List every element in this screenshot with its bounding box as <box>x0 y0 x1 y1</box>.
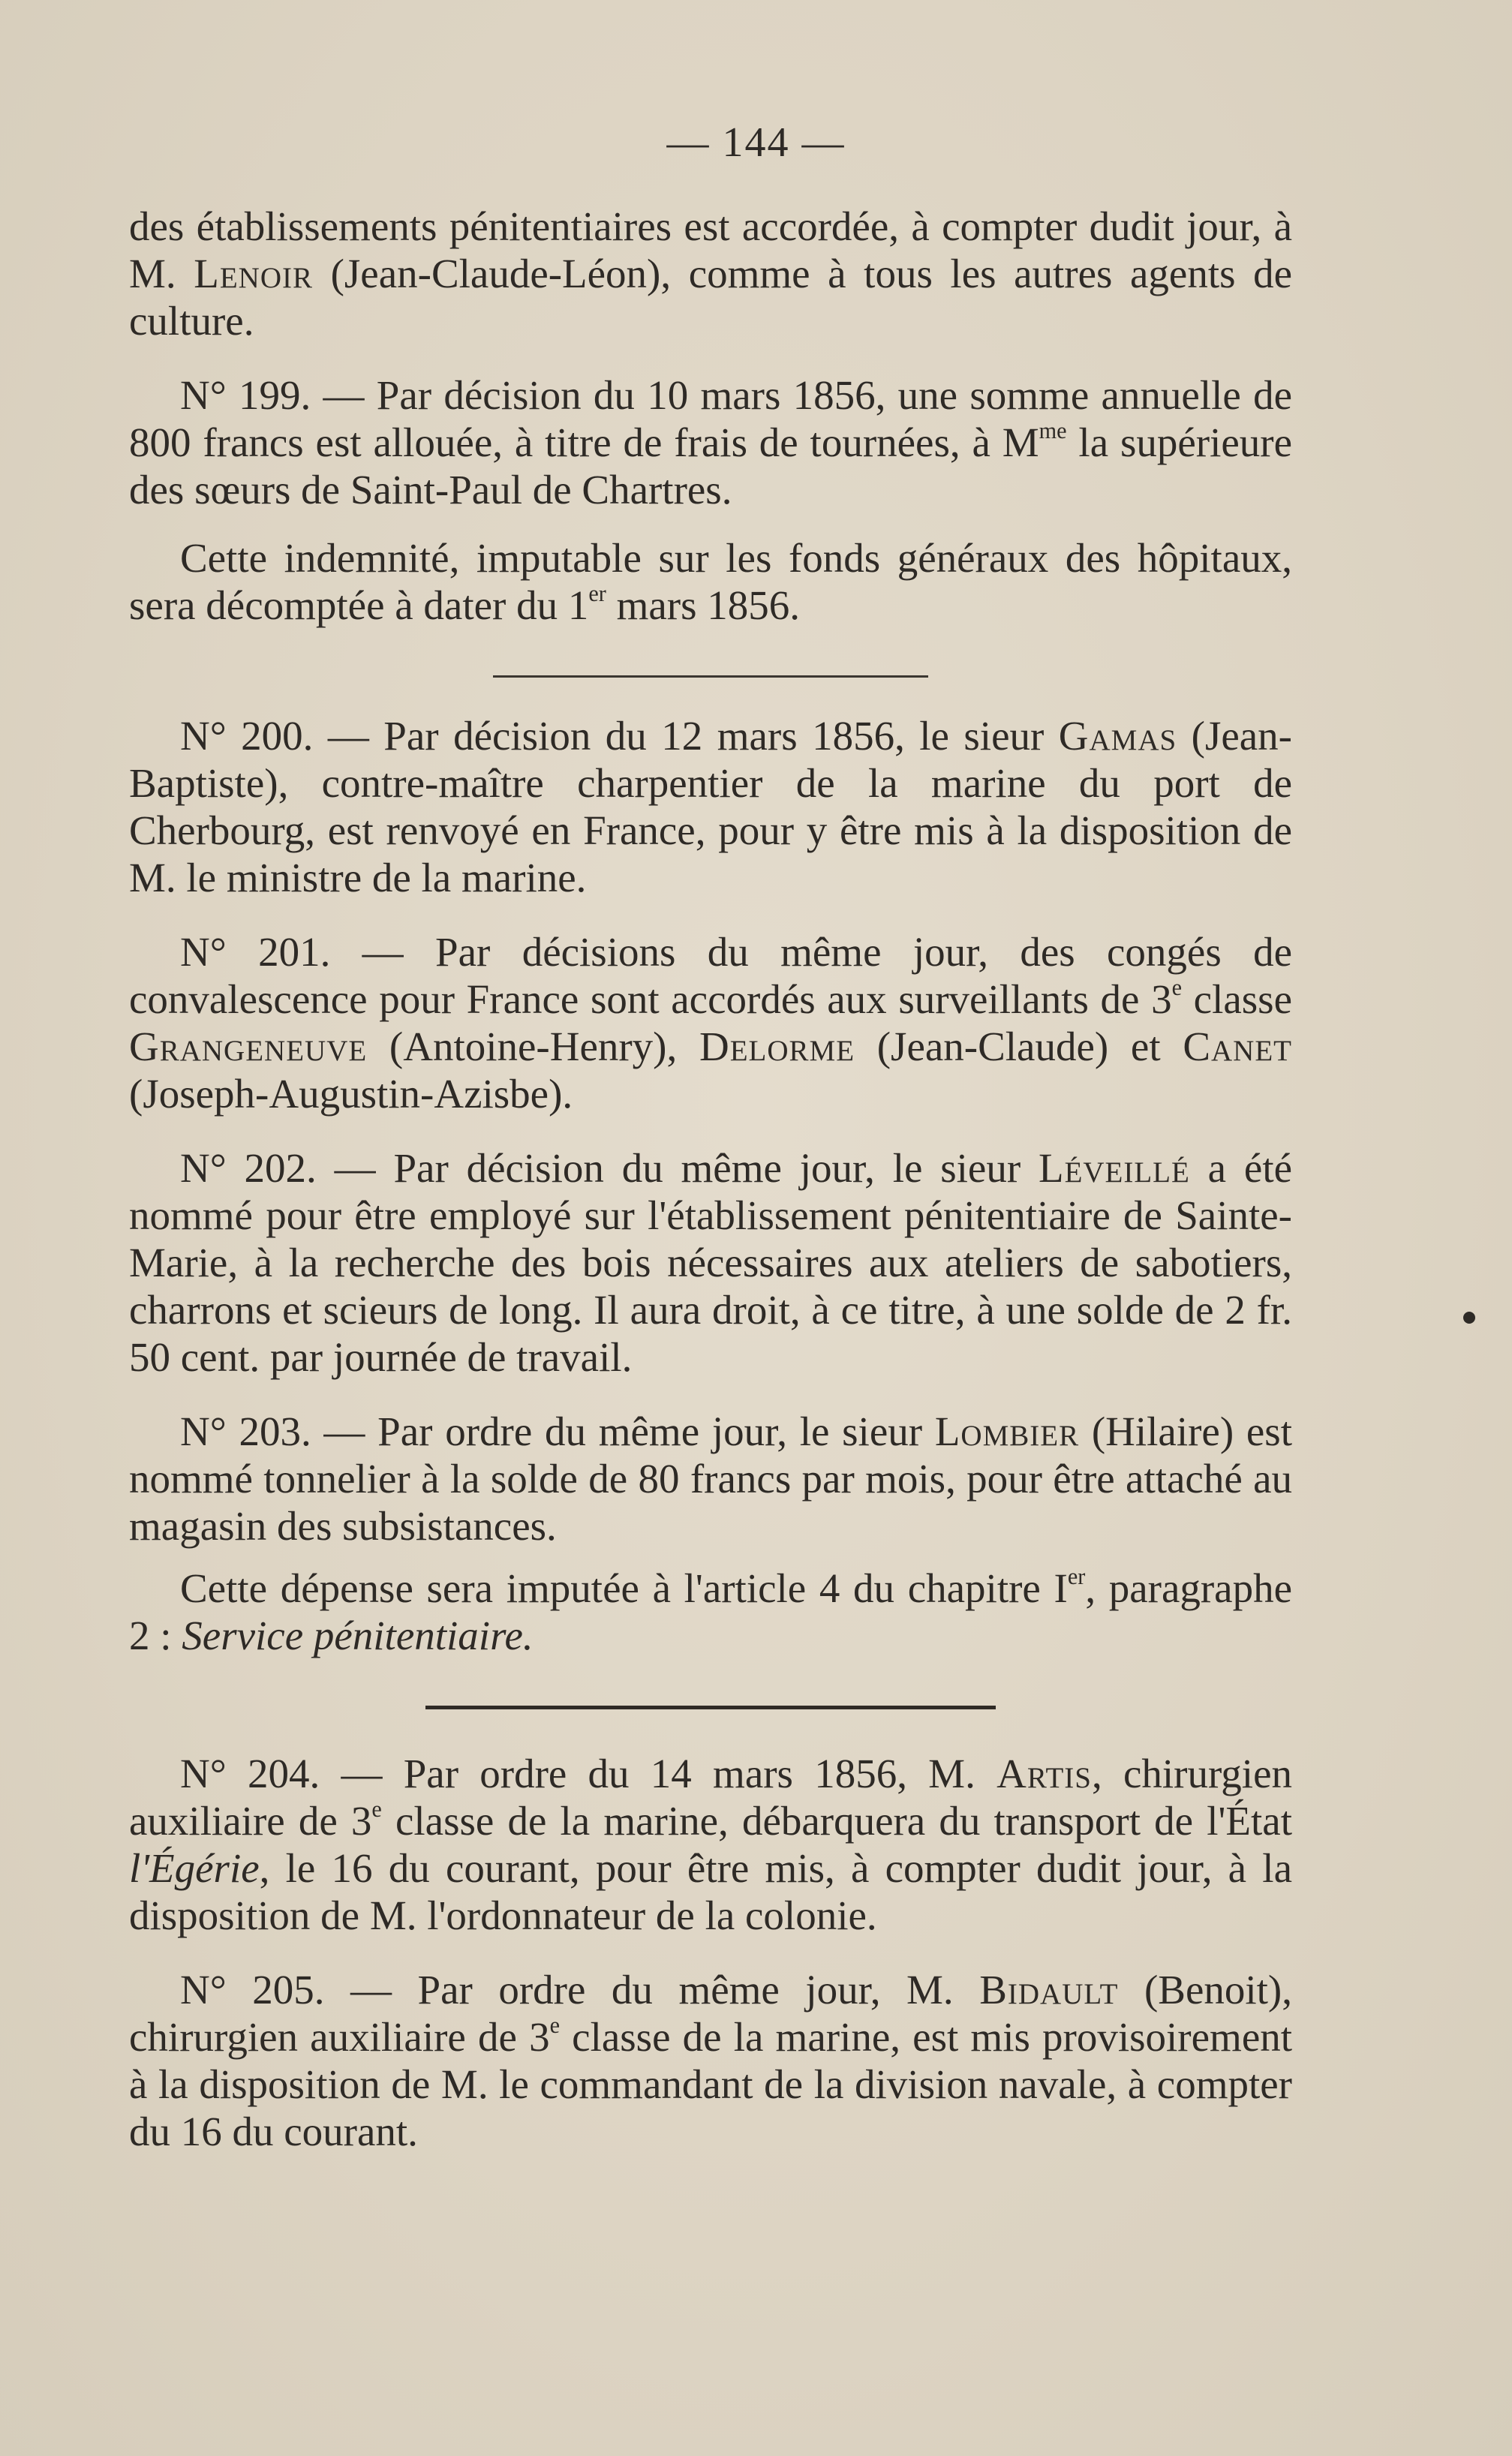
text-run: (Jean-Claude-Léon), comme à tous les autres agents de culture. <box>129 251 1293 344</box>
person-name: Delorme <box>699 1024 855 1069</box>
person-name: Grangeneuve <box>129 1024 368 1069</box>
text-run: , chirurgien auxiliaire de 3 <box>129 1751 1293 1844</box>
italic-text: Service pénitentiaire. <box>182 1613 534 1658</box>
text-run: N° 199. — Par décision du 10 mars 1856, une somme annuelle de 800 francs est allouée, à titre de frais de tournées, à M <box>129 372 1292 465</box>
text-run: classe de la marine, est mis provisoirement à la disposition de M. le commandant de la division navale, à compter du 16 du courant. <box>129 2014 1293 2154</box>
entry-201 <box>129 928 1292 1117</box>
text-run: la supérieure des sœurs de Saint-Paul de Chartres. <box>129 419 1292 513</box>
text-run: N° 205. — Par ordre du même jour, M. <box>180 1967 980 2013</box>
entry-203 <box>129 1408 1292 1550</box>
text-run: classe de la marine, débarquera du transport de l'État <box>381 1798 1292 1844</box>
text-run: , le 16 du courant, pour être mis, à compter dudit jour, à la disposition de M. l'ordonnateur de la colonie. <box>129 1845 1292 1938</box>
section-divider <box>493 675 928 678</box>
text-run: mars 1856. <box>606 582 801 628</box>
text-run: N° 204. — Par ordre du 14 mars 1856, M. <box>180 1751 997 1796</box>
body-text <box>129 203 1292 2155</box>
text-run: classe <box>1182 976 1292 1022</box>
person-name: Lombier <box>934 1408 1080 1454</box>
entry-199 <box>129 371 1292 513</box>
text-run: N° 202. — Par décision du même jour, le sieur <box>180 1145 1039 1191</box>
text-run: (Antoine-Henry), <box>367 1024 699 1069</box>
superscript: e <box>371 1796 382 1822</box>
text-run: Cette indemnité, imputable sur les fonds généraux des hôpitaux, sera décomptée à dater du 1 <box>129 535 1292 628</box>
text-run: N° 200. — Par décision du 12 mars 1856, le sieur <box>180 713 1059 759</box>
entry-204 <box>129 1750 1292 1939</box>
entry-205 <box>129 1966 1292 2155</box>
superscript: me <box>1039 417 1067 443</box>
ink-speck <box>1463 1312 1475 1324</box>
person-name: Léveillé <box>1038 1145 1190 1191</box>
text-run: (Benoit), chirurgien auxiliaire de 3 <box>129 1967 1292 2060</box>
section-divider-heavy <box>425 1706 996 1709</box>
superscript: e <box>1171 974 1183 1000</box>
entry-203-note <box>129 1565 1292 1659</box>
text-run: N° 201. — Par décisions du même jour, des congés de convalescence pour France sont accordés aux surveillants de 3 <box>129 929 1292 1022</box>
text-run: N° 203. — Par ordre du même jour, le sieur <box>180 1408 935 1454</box>
person-name: Lenoir <box>194 251 313 296</box>
text-run: (Jean-Baptiste), contre-maître charpentier de la marine du port de Cherbourg, est renvoyé en France, pour y être mis à la disposition de M. le ministre de la marine. <box>129 713 1292 900</box>
text-run: a été nommé pour être employé sur l'établissement pénitentiaire de Sainte-Marie, à la recherche des bois nécessaires aux ateliers de sabotiers, charrons et scieurs de long. Il aura droit, à ce titre, à une solde de 2 fr. 50 cent. par journée de travail. <box>129 1145 1293 1380</box>
text-run: (Jean-Claude) et <box>855 1024 1183 1069</box>
superscript: e <box>549 2012 561 2038</box>
text-run: des établissements pénitentiaires est accordée, à compter dudit jour, à M. <box>129 203 1292 296</box>
text-run: Cette dépense sera imputée à l'article 4 du chapitre I <box>180 1565 1068 1611</box>
page-number-header: — 144 — <box>666 119 846 166</box>
superscript: er <box>588 580 606 606</box>
person-name: Gamas <box>1058 713 1177 759</box>
text-run: (Joseph-Augustin-Azisbe). <box>129 1071 573 1117</box>
person-name: Artis <box>996 1751 1092 1796</box>
superscript: er <box>1067 1563 1086 1589</box>
paragraph-continuation <box>129 203 1292 344</box>
person-name: Bidault <box>979 1967 1119 2013</box>
entry-202 <box>129 1144 1292 1381</box>
entry-200 <box>129 712 1292 901</box>
entry-199-note <box>129 534 1292 629</box>
person-name: Canet <box>1183 1024 1292 1069</box>
text-run: , paragraphe 2 : <box>129 1565 1293 1658</box>
text-run: (Hilaire) est nommé tonnelier à la solde de 80 francs par mois, pour être attaché au magasin des subsistances. <box>129 1408 1292 1549</box>
ship-name: l'Égérie <box>129 1845 260 1891</box>
